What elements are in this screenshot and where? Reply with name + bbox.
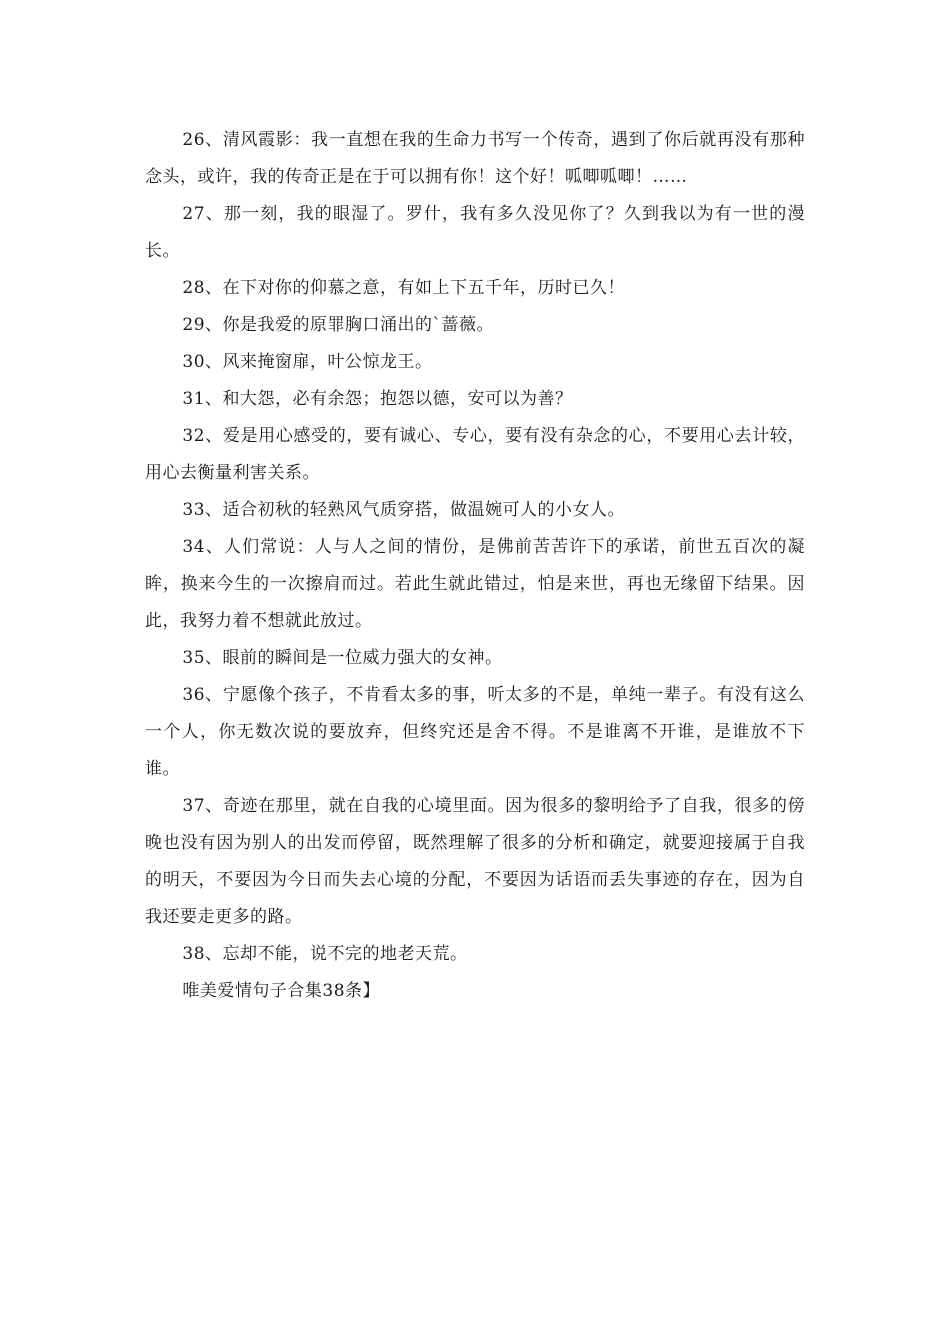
quote-34: 34、人们常说：人与人之间的情份，是佛前苦苦许下的承诺，前世五百次的凝眸，换来今生的一次擦肩而过。若此生就此错过，怕是来世，再也无缘留下结果。因此，我努力着不想就此放过。 <box>145 537 805 631</box>
quote-33: 33、适合初秋的轻熟风气质穿搭，做温婉可人的小女人。 <box>182 500 626 520</box>
quote-27: 27、那一刻，我的眼湿了。罗什，我有多久没见你了？久到我以为有一世的漫长。 <box>145 204 805 261</box>
document-body <box>145 122 805 1010</box>
quote-30: 30、风来掩窗扉，叶公惊龙王。 <box>182 352 433 372</box>
closing-line: 唯美爱情句子合集38条】 <box>182 981 381 1001</box>
quote-32: 32、爱是用心感受的，要有诚心、专心，要有没有杂念的心，不要用心去计较，用心去衡量利害关系。 <box>145 426 805 483</box>
quote-35: 35、眼前的瞬间是一位威力强大的女神。 <box>182 648 503 668</box>
quote-29: 29、你是我爱的原罪胸口涌出的`蔷薇。 <box>182 315 495 335</box>
quote-31: 31、和大怨，必有余怨；抱怨以德，安可以为善？ <box>182 389 573 409</box>
quote-28: 28、在下对你的仰慕之意，有如上下五千年，历时已久！ <box>182 278 626 298</box>
quote-38: 38、忘却不能，说不完的地老天荒。 <box>182 944 468 964</box>
quote-26: 26、清风霞影：我一直想在我的生命力书写一个传奇，遇到了你后就再没有那种念头，或许，我的传奇正是在于可以拥有你！这个好！呱唧呱唧！…… <box>145 130 805 187</box>
quote-37: 37、奇迹在那里，就在自我的心境里面。因为很多的黎明给予了自我，很多的傍晚也没有因为别人的出发而停留，既然理解了很多的分析和确定，就要迎接属于自我的明天，不要因为今日而失去心境的分配，不要因为话语而丢失事迹的存在，因为自我还要走更多的路。 <box>145 796 805 927</box>
quote-36: 36、宁愿像个孩子，不肯看太多的事，听太多的不是，单纯一辈子。有没有这么一个人，你无数次说的要放弃，但终究还是舍不得。不是谁离不开谁，是谁放不下谁。 <box>145 685 805 779</box>
